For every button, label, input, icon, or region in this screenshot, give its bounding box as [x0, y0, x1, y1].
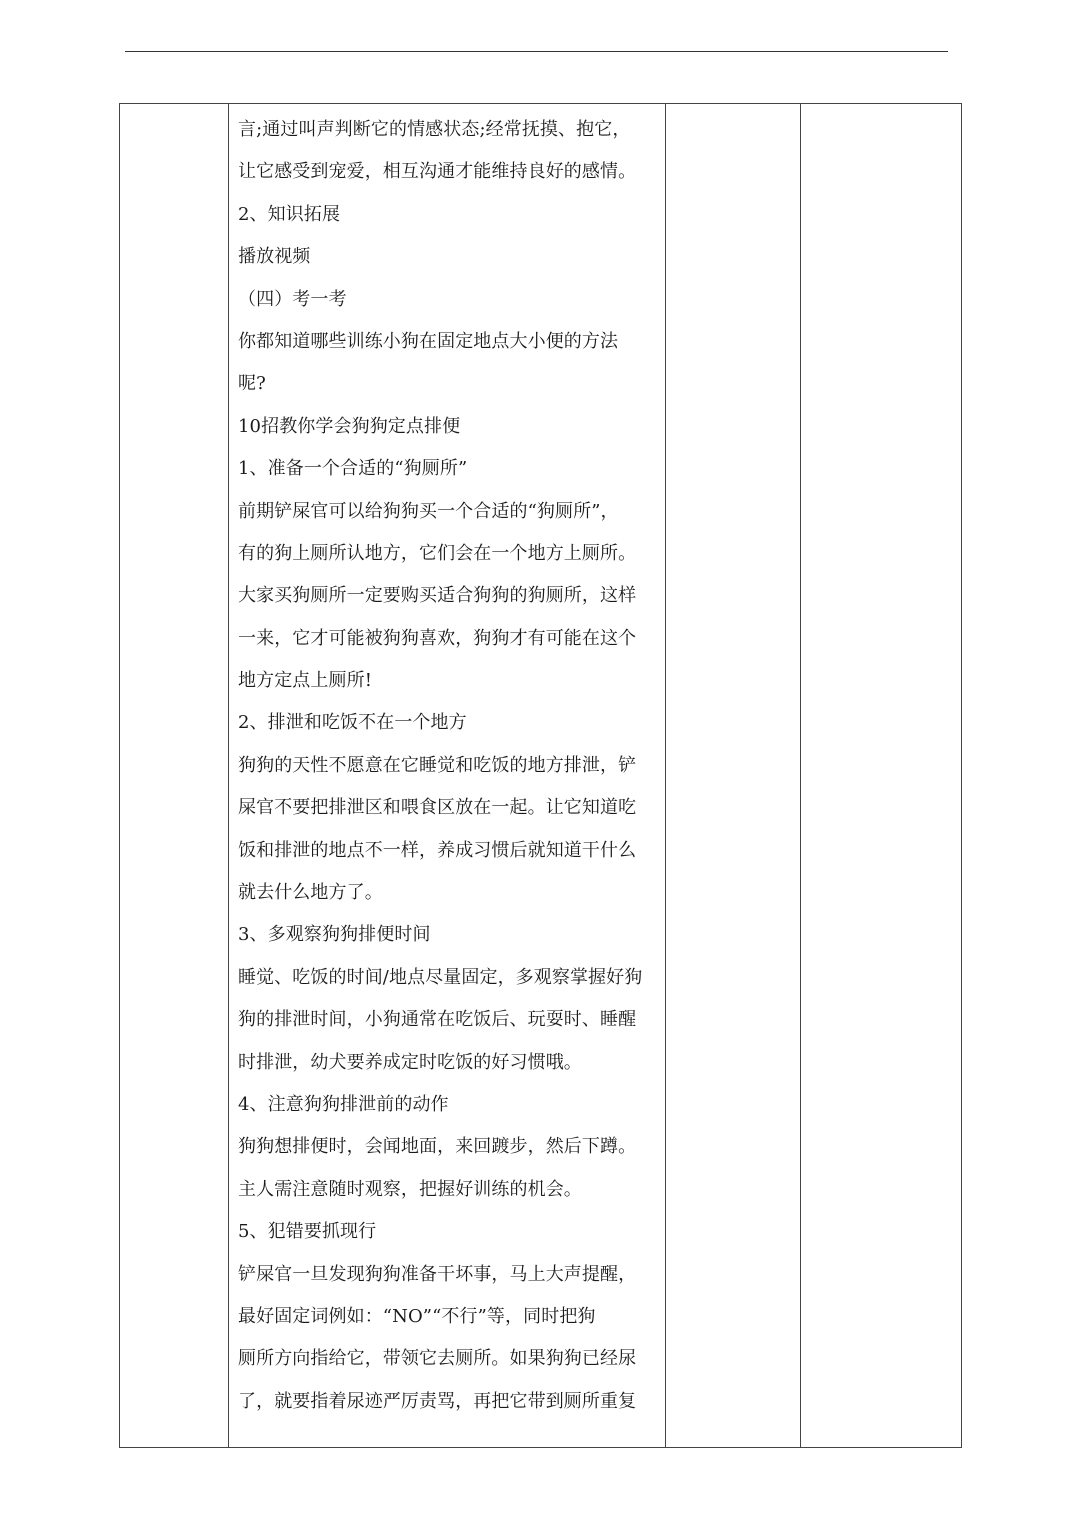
text-line: 让它感受到宠爱，相互沟通才能维持良好的感情。	[238, 161, 637, 183]
text-line: 有的狗上厕所认地方，它们会在一个地方上厕所。	[238, 542, 637, 564]
text-line: 厕所方向指给它，带领它去厕所。如果狗狗已经尿	[238, 1348, 637, 1370]
text-line: 时排泄，幼犬要养成定时吃饭的好习惯哦。	[238, 1051, 582, 1073]
text-line: （四）考一考	[238, 288, 347, 310]
text-line: 你都知道哪些训练小狗在固定地点大小便的方法	[238, 330, 619, 352]
text-line: 前期铲屎官可以给狗狗买一个合适的“狗厕所”，	[238, 500, 619, 522]
header-rule	[125, 51, 948, 52]
text-line: 1、准备一个合适的“狗厕所”	[238, 458, 468, 480]
text-line: 狗狗的天性不愿意在它睡觉和吃饭的地方排泄，铲	[238, 754, 637, 776]
text-line: 就去什么地方了。	[238, 882, 383, 904]
text-line: 呢?	[238, 373, 266, 395]
text-line: 3、多观察狗狗排便时间	[238, 924, 431, 946]
text-line: 主人需注意随时观察，把握好训练的机会。	[238, 1178, 582, 1200]
column-divider	[800, 104, 801, 1447]
text-line: 播放视频	[238, 246, 311, 268]
text-line: 4、注意狗狗排泄前的动作	[238, 1093, 449, 1115]
text-line: 了，就要指着尿迹严厉责骂，再把它带到厕所重复	[238, 1390, 637, 1412]
text-line: 睡觉、吃饭的时间/地点尽量固定，多观察掌握好狗	[238, 966, 643, 988]
text-line: 最好固定词例如：“NO”“不行”等，同时把狗	[238, 1305, 596, 1327]
teaching-content-cell	[229, 104, 666, 1447]
text-line: 一来，它才可能被狗狗喜欢，狗狗才有可能在这个	[238, 627, 637, 649]
text-line: 地方定点上厕所!	[238, 670, 373, 692]
text-line: 10招教你学会狗狗定点排便	[238, 415, 461, 437]
text-line: 2、知识拓展	[238, 203, 341, 225]
text-line: 大家买狗厕所一定要购买适合狗狗的狗厕所，这样	[238, 585, 637, 607]
text-line: 狗的排泄时间，小狗通常在吃饭后、玩耍时、睡醒	[238, 1009, 637, 1031]
text-line: 5、犯错要抓现行	[238, 1221, 377, 1243]
text-line: 言;通过叫声判断它的情感状态;经常抚摸、抱它，	[238, 119, 631, 140]
text-line: 饭和排泄的地点不一样，养成习惯后就知道干什么	[238, 839, 637, 861]
lesson-plan-table	[119, 103, 962, 1448]
text-line: 屎官不要把排泄区和喂食区放在一起。让它知道吃	[238, 797, 637, 819]
text-line: 2、排泄和吃饭不在一个地方	[238, 712, 467, 734]
text-line: 铲屎官一旦发现狗狗准备干坏事，马上大声提醒，	[238, 1263, 637, 1285]
text-line: 狗狗想排便时，会闻地面，来回踱步，然后下蹲。	[238, 1136, 637, 1158]
